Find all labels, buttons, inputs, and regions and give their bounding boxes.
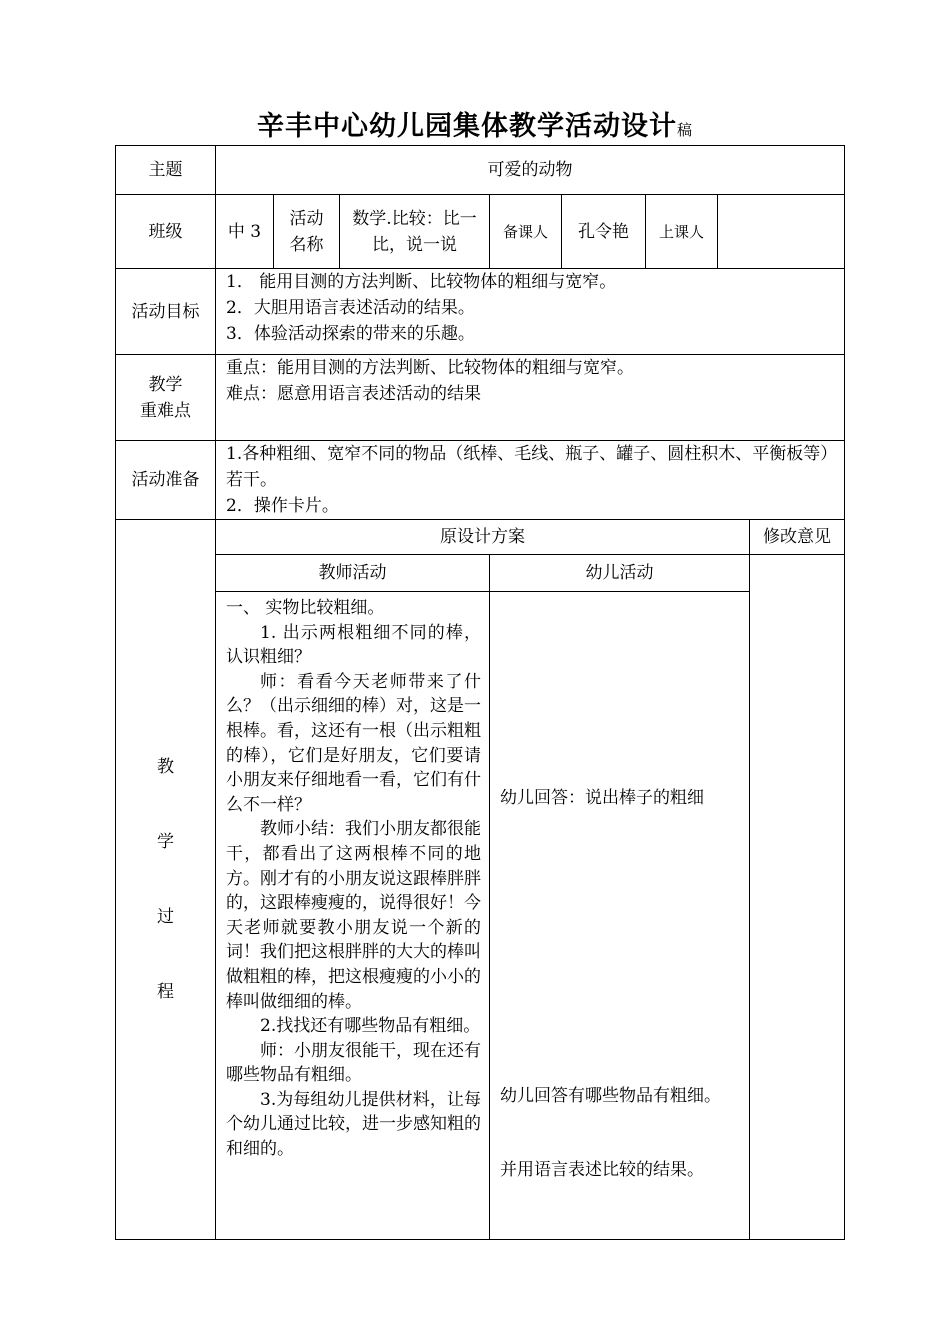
- revision-header: 修改意见: [750, 520, 845, 555]
- topic-value: 可爱的动物: [216, 146, 845, 195]
- preparer-value: 孔令艳: [562, 195, 646, 269]
- teacher-paragraph: 师：看看今天老师带来了什么？（出示细细的棒）对，这是一根棒。看，这还有一根（出示粗粗的棒），它们是好朋友，它们要请小朋友来仔细地看一看，它们有什么不一样？: [226, 671, 481, 815]
- revision-cell: [750, 555, 845, 1240]
- child-paragraph: 幼儿回答有哪些物品有粗细。: [500, 1086, 721, 1106]
- teacher-paragraph: 2.找找还有哪些物品有粗细。: [260, 1016, 481, 1037]
- teacher-paragraph: 师：小朋友很能干，现在还有哪些物品有粗细。: [226, 1040, 481, 1086]
- child-paragraph: 幼儿回答：说出棒子的粗细: [500, 788, 704, 808]
- child-activity-header: 幼儿活动: [490, 555, 750, 592]
- preparation-item: 1.各种粗细、宽窄不同的物品（纸棒、毛线、瓶子、罐子、圆柱积木、平衡板等）若干。: [226, 444, 838, 490]
- activity-label-line2: 名称: [289, 234, 324, 255]
- teacher-activity-content: [216, 592, 490, 1240]
- preparation-content: [216, 441, 845, 520]
- activity-value-line2: 比，说一说: [372, 234, 457, 255]
- preparation-row: [116, 441, 845, 520]
- class-row: [116, 195, 845, 269]
- process-char: 程: [157, 982, 174, 1002]
- child-paragraph: 并用语言表述比较的结果。: [500, 1160, 704, 1180]
- title-main: 辛丰中心幼儿园集体教学活动设计: [256, 111, 677, 142]
- teacher-paragraph: 教师小结：我们小朋友都很能干，都看出了这两根棒不同的地方。刚才有的小朋友说这跟棒胖胖的，这跟棒瘦瘦的，说得很好！今天老师就要教小朋友说一个新的词！我们把这根胖胖的大大的棒叫做粗粗的棒，把这根瘦瘦的小小的棒叫做细细的棒。: [226, 819, 481, 1012]
- preparer-label: 备课人: [490, 195, 562, 269]
- teacher-activity-header: 教师活动: [216, 555, 490, 592]
- keypoints-content: [216, 355, 845, 441]
- child-activity-content: [490, 592, 750, 1240]
- keypoints-label: [116, 355, 216, 441]
- process-label: [116, 520, 216, 1240]
- goal-item: 2．大胆用语言表述活动的结果。: [226, 298, 475, 318]
- teacher-label: 上课人: [646, 195, 718, 269]
- goals-content: [216, 269, 845, 355]
- original-plan-header: 原设计方案: [216, 520, 750, 555]
- lesson-plan-table: [115, 145, 845, 1240]
- preparation-label: 活动准备: [116, 441, 216, 520]
- teacher-paragraph: 3.为每组幼儿提供材料，让每个幼儿通过比较，进一步感知粗的和细的。: [226, 1089, 481, 1160]
- goals-row: [116, 269, 845, 355]
- teacher-paragraph: 1. 出示两根粗细不同的棒，认识粗细？: [226, 622, 481, 668]
- keypoint-item: 重点：能用目测的方法判断、比较物体的粗细与宽窄。: [226, 358, 634, 378]
- keypoints-label-line2: 重难点: [140, 400, 191, 421]
- process-char: 过: [157, 907, 174, 927]
- activity-header-row: [116, 555, 845, 592]
- activity-name-label: [274, 195, 340, 269]
- goal-item: 3．体验活动探索的带来的乐趣。: [226, 324, 475, 344]
- activity-value-line1: 数学.比较：比一: [352, 208, 477, 229]
- teacher-value: [718, 195, 845, 269]
- teacher-paragraph: 一、 实物比较粗细。: [226, 598, 385, 618]
- plan-header-row: [116, 520, 845, 555]
- activity-label-line1: 活动: [289, 208, 324, 229]
- process-content-row: [116, 592, 845, 1240]
- class-value: 中 3: [216, 195, 274, 269]
- preparation-item: 2．操作卡片。: [226, 496, 339, 516]
- goals-label: 活动目标: [116, 269, 216, 355]
- topic-row: [116, 146, 845, 195]
- page-title: [0, 104, 950, 143]
- process-char: 学: [157, 832, 174, 852]
- process-char: 教: [157, 757, 174, 777]
- keypoints-row: [116, 355, 845, 441]
- keypoints-label-line1: 教学: [148, 374, 183, 395]
- activity-name-value: [340, 195, 490, 269]
- goal-item: 1． 能用目测的方法判断、比较物体的粗细与宽窄。: [226, 272, 617, 292]
- title-suffix: 稿: [676, 121, 693, 139]
- keypoint-item: 难点：愿意用语言表述活动的结果: [226, 384, 481, 404]
- topic-label: 主题: [116, 146, 216, 195]
- class-label: 班级: [116, 195, 216, 269]
